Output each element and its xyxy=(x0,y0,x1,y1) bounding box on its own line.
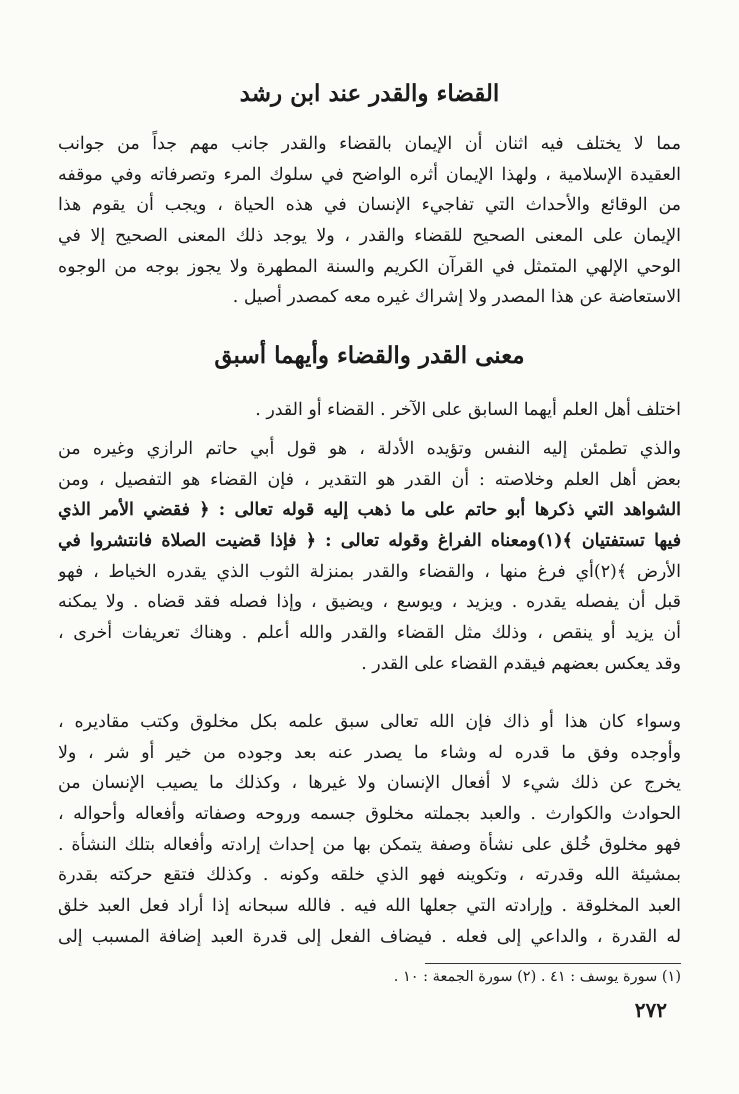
paragraph-line: الحوادث والكوارث . والعبد بجملته مخلوق جسمه وروحه وصفاته وأفعاله وأحواله ، xyxy=(58,804,681,825)
chapter-title: القضاء والقدر عند ابن رشد xyxy=(239,80,500,107)
paragraph-line: اختلف أهل العلم أيهما السابق على الآخر . القضاء أو القدر . xyxy=(255,400,681,420)
paragraph-disagreement xyxy=(58,395,681,426)
paragraph-line: فيها تستفتيان ﴾(١)ومعناه الفراغ وقوله تعالى : ﴿ فإذا قضيت الصلاة فانتشروا في xyxy=(58,531,681,552)
footnotes: (١) سورة يوسف : ٤١ . (٢) سورة الجمعة : ١٠ . xyxy=(393,969,681,985)
footnote-divider xyxy=(425,963,681,964)
paragraph-line: وسواء كان هذا أو ذاك فإن الله تعالى سبق علمه بكل مخلوق وكتب مقاديره ، xyxy=(58,712,681,732)
paragraph-line: وأوجده وفق ما قدره له وشاء ما يصدر عنه بعد وجوده من خير أو شر ، ولا xyxy=(58,742,681,763)
paragraph-line: الشواهد التي ذكرها أبو حاتم على ما ذهب إليه قوله تعالى : ﴿ فقضي الأمر الذي xyxy=(58,500,681,521)
paragraph-line: مما لا يختلف فيه اثنان أن الإيمان بالقضاء والقدر جانب مهم جداً من جوانب xyxy=(58,134,681,154)
paragraph-definition xyxy=(58,434,681,680)
paragraph-line: الأرض ﴾(٢)أي فرغ منها ، والقضاء والقدر بمنزلة الثوب الذي يقدره الخياط ، فهو xyxy=(58,561,681,582)
paragraph-line: العبد المخلوقة . وإرادته التي جعلها الله فيه . فالله سبحانه إذا أراد فعل العبد خلق xyxy=(58,896,681,917)
paragraph-line: العقيدة الإسلامية ، ولهذا الإيمان أثره الواضح في سلوك المرء وتصرفاته وفي موقفه xyxy=(58,164,681,185)
paragraph-line: الإيمان على المعنى الصحيح للقضاء والقدر ، ولا يوجد ذلك المعنى الصحيح إلا في xyxy=(58,226,681,247)
intro-paragraph xyxy=(58,129,681,313)
paragraph-line: الاستعاضة عن هذا المصدر ولا إشراك غيره معه كمصدر أصيل . xyxy=(232,287,681,308)
paragraph-creation xyxy=(58,707,681,953)
section-heading: معنى القدر والقضاء وأيهما أسبق xyxy=(214,342,525,369)
paragraph-line: فهو مخلوق خُلق على نشأة وصفة يتمكن بها من إحداث إرادته وأفعاله بتلك النشأة . xyxy=(58,834,681,855)
paragraph-line: أن يزيد أو ينقص ، وذلك مثل القضاء والقدر والله أعلم . وهناك تعريفات أخرى ، xyxy=(58,623,681,644)
paragraph-line: قبل أن يفصله يقدره . ويزيد ، ويوسع ، ويضيق ، وإذا فصله فقد قضاه . ولا يمكنه xyxy=(58,592,681,613)
page-number: ٢٧٢ xyxy=(634,998,667,1022)
paragraph-line: له القدرة ، والداعي إلى فعله . فيضاف الفعل إلى قدرة العبد إضافة المسبب إلى xyxy=(58,926,681,947)
paragraph-line: وقد يعكس بعضهم فيقدم القضاء على القدر . xyxy=(361,653,681,674)
paragraph-line: يخرج عن ذلك شيء لا أفعال الإنسان ولا غيرها ، وكذلك ما يصيب الإنسان من xyxy=(58,773,681,794)
paragraph-line: من الوقائع والأحداث التي تفاجيء الإنسان في هذه الحياة ، ويجب أن يقوم هذا xyxy=(58,195,681,216)
paragraph-line: بمشيئة الله وقدرته ، وتكوينه فهو الذي خلقه وكونه . وكذلك فتقع حركته بقدرة xyxy=(58,865,681,886)
paragraph-line: بعض أهل العلم وخلاصته : أن القدر هو التقدير ، فإن القضاء هو التفصيل ، ومن xyxy=(58,469,681,490)
paragraph-line: والذي تطمئن إليه النفس وتؤيده الأدلة ، هو قول أبي حاتم الرازي وغيره من xyxy=(58,439,681,459)
paragraph-line: الوحي الإلهي المتمثل في القرآن الكريم والسنة المطهرة ولا يجوز بوجه من الوجوه xyxy=(58,256,681,277)
